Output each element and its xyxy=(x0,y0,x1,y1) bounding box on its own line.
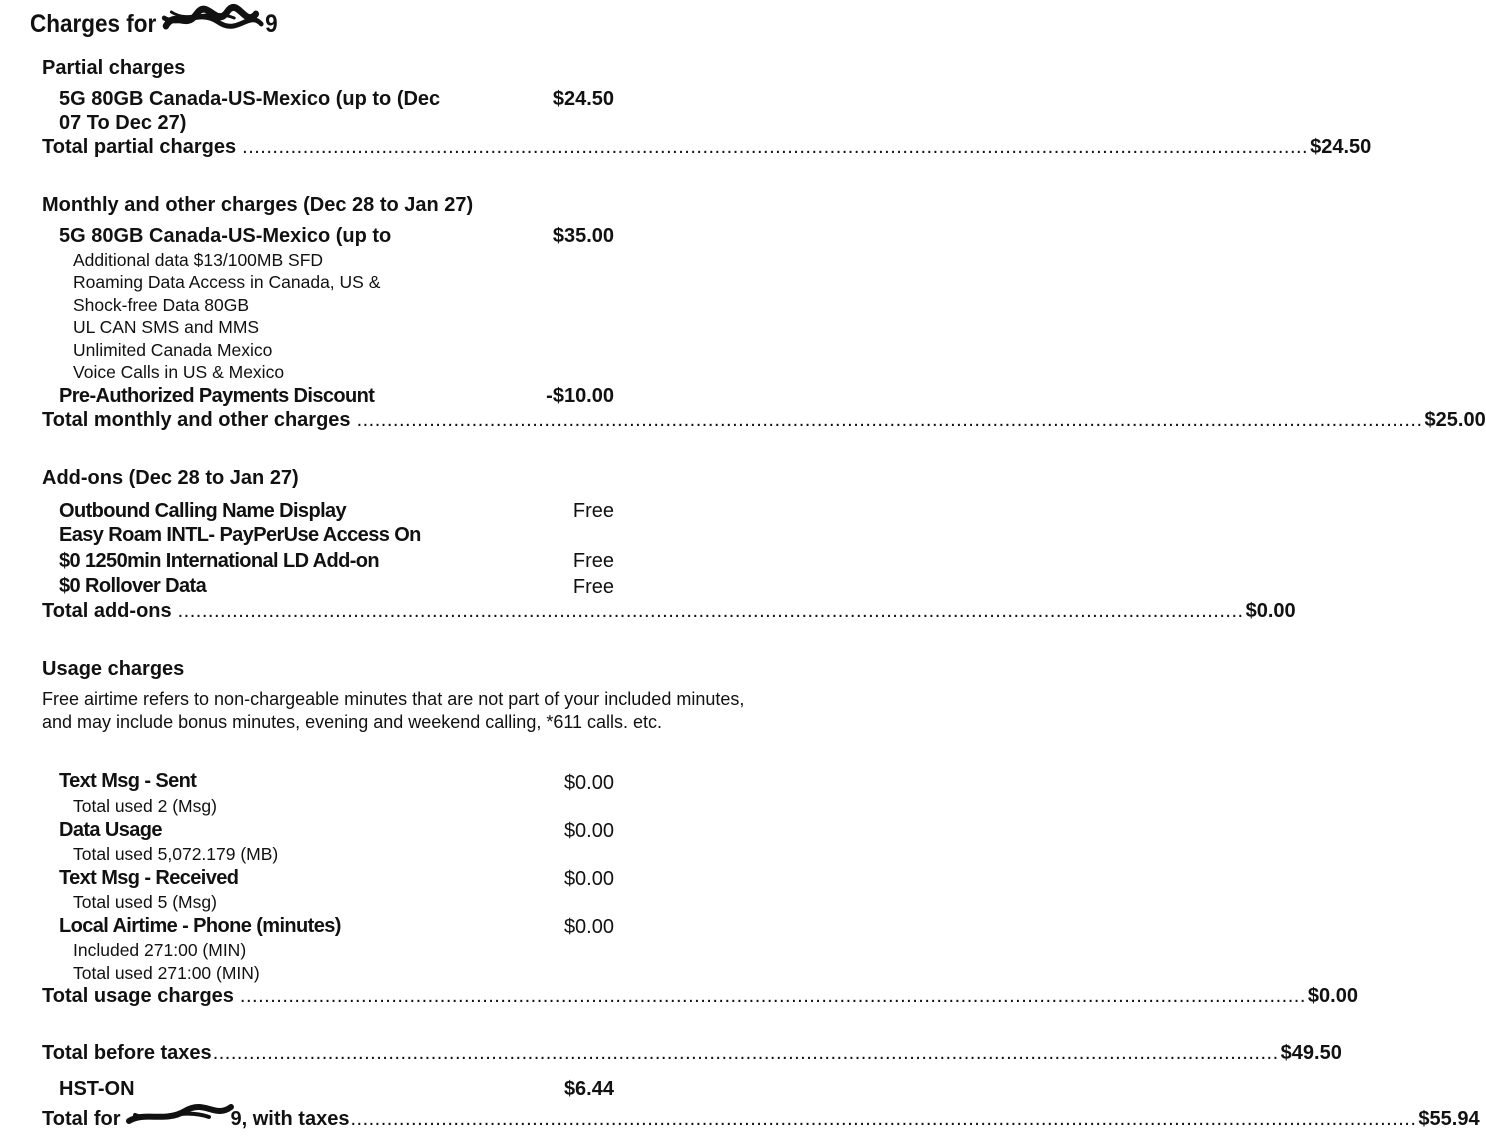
total-monthly-label: Total monthly and other charges xyxy=(42,409,351,431)
addon-item-amount: Free xyxy=(572,576,614,598)
dot-leader: ................................................................................................................................................................................ xyxy=(212,1042,1279,1064)
addon-item-label: Outbound Calling Name Display xyxy=(59,500,347,522)
total-with-taxes-suffix: , with taxes xyxy=(241,1108,350,1130)
usage-item-label: Data Usage xyxy=(59,819,162,841)
total-partial-row xyxy=(42,136,1372,158)
plan-feature: Shock-free Data 80GB xyxy=(73,295,250,315)
total-usage-row xyxy=(42,985,1358,1007)
total-addons-label: Total add-ons xyxy=(42,600,172,622)
redaction-scribble-icon xyxy=(163,6,269,37)
dot-leader: ................................................................................................................................................................................ xyxy=(350,1108,1417,1130)
dot-leader: ................................................................................................................................................................................ xyxy=(356,409,1423,431)
plan-feature: Voice Calls in US & Mexico xyxy=(73,362,285,382)
monthly-plan-amount: $35.00 xyxy=(552,225,614,247)
usage-item-amount: $0.00 xyxy=(563,820,614,842)
total-before-taxes-amount: $49.50 xyxy=(1280,1042,1342,1064)
redacted-number-tail: 9 xyxy=(230,1108,242,1130)
total-usage-label: Total usage charges xyxy=(42,985,234,1007)
usage-item-detail: Total used 5,072.179 (MB) xyxy=(73,844,279,864)
usage-item-label: Text Msg - Received xyxy=(59,867,239,889)
addon-item-amount: Free xyxy=(572,500,614,522)
total-addons-amount: $0.00 xyxy=(1245,600,1296,622)
monthly-charges-header: Monthly and other charges (Dec 28 to Jan 27) xyxy=(42,194,474,216)
partial-item-line1: 5G 80GB Canada-US-Mexico (up to (Dec xyxy=(59,88,441,110)
total-addons-row xyxy=(42,600,1296,622)
total-with-taxes-amount: $55.94 xyxy=(1418,1108,1480,1130)
plan-feature: Unlimited Canada Mexico xyxy=(73,340,273,360)
page-title xyxy=(30,6,278,37)
usage-item-detail: Total used 5 (Msg) xyxy=(73,892,217,912)
plan-feature: Roaming Data Access in Canada, US & xyxy=(73,272,381,292)
total-with-taxes-prefix: Total for xyxy=(42,1108,121,1130)
redaction-scribble-icon xyxy=(125,1103,237,1129)
usage-item-detail: Included 271:00 (MIN) xyxy=(73,940,247,960)
partial-item-line2: 07 To Dec 27) xyxy=(59,112,187,134)
total-monthly-amount: $25.00 xyxy=(1424,409,1486,431)
plan-feature: UL CAN SMS and MMS xyxy=(73,317,260,337)
partial-charges-header: Partial charges xyxy=(42,57,186,79)
total-partial-label: Total partial charges xyxy=(42,136,237,158)
total-usage-amount: $0.00 xyxy=(1307,985,1358,1007)
tax-amount: $6.44 xyxy=(563,1078,614,1100)
page-title-text: Charges for xyxy=(30,10,157,38)
usage-item-amount: $0.00 xyxy=(563,772,614,794)
total-before-taxes-row xyxy=(42,1042,1342,1064)
discount-amount: -$10.00 xyxy=(546,385,614,407)
monthly-plan-label: 5G 80GB Canada-US-Mexico (up to xyxy=(59,225,392,247)
discount-label: Pre-Authorized Payments Discount xyxy=(59,385,375,407)
total-with-taxes-row xyxy=(42,1103,1480,1130)
redacted-number-tail: 9 xyxy=(265,10,278,38)
usage-item-label: Local Airtime - Phone (minutes) xyxy=(59,915,341,937)
total-before-taxes-label: Total before taxes xyxy=(42,1042,212,1064)
usage-item-amount: $0.00 xyxy=(563,916,614,938)
usage-item-detail: Total used 271:00 (MIN) xyxy=(73,963,260,983)
usage-charges-header: Usage charges xyxy=(42,658,185,680)
usage-note-line2: and may include bonus minutes, evening and weekend calling, *611 calls. etc. xyxy=(42,712,663,732)
addon-item-label: Easy Roam INTL- PayPerUse Access On xyxy=(59,524,421,546)
partial-item-amount: $24.50 xyxy=(552,88,614,110)
tax-label: HST-ON xyxy=(59,1078,135,1100)
usage-item-label: Text Msg - Sent xyxy=(59,770,197,792)
usage-item-detail: Total used 2 (Msg) xyxy=(73,796,217,816)
dot-leader: ................................................................................................................................................................................ xyxy=(177,600,1244,622)
addon-item-label: $0 Rollover Data xyxy=(59,575,207,597)
usage-note-line1: Free airtime refers to non-chargeable minutes that are not part of your included minutes, xyxy=(42,689,745,709)
dot-leader: ................................................................................................................................................................................ xyxy=(239,985,1306,1007)
addons-header: Add-ons (Dec 28 to Jan 27) xyxy=(42,467,299,489)
addon-item-amount: Free xyxy=(572,550,614,572)
addon-item-label: $0 1250min International LD Add-on xyxy=(59,550,380,572)
dot-leader: ................................................................................................................................................................................ xyxy=(242,136,1309,158)
total-monthly-row xyxy=(42,409,1486,431)
usage-item-amount: $0.00 xyxy=(563,868,614,890)
plan-feature: Additional data $13/100MB SFD xyxy=(73,250,324,270)
total-partial-amount: $24.50 xyxy=(1310,136,1372,158)
